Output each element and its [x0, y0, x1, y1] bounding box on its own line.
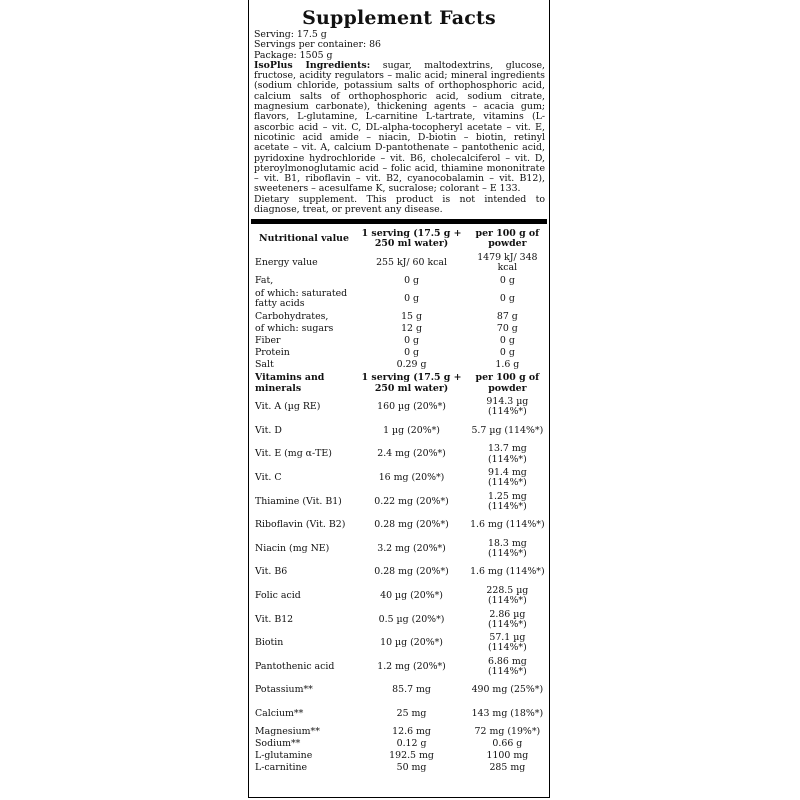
table-row	[249, 347, 549, 359]
table-row	[249, 443, 549, 467]
table-row	[249, 750, 549, 762]
product-info	[249, 30, 549, 215]
supplement-facts-label	[248, 0, 550, 798]
nutrient-name: Vit. B12	[255, 613, 294, 625]
nutrient-name: Protein	[255, 347, 290, 359]
per-serving-value: 0.22 mg (20%*)	[374, 495, 449, 507]
per-100g-value: 1479 kJ/ 348 kcal	[477, 251, 538, 274]
per-serving-value: 0 g	[404, 335, 420, 347]
table-row	[249, 490, 549, 514]
per-serving-value: 12 g	[401, 322, 422, 334]
per-100g-value: 228.5 µg (114%*)	[486, 584, 529, 607]
table-row	[249, 632, 549, 656]
per-serving-value: 255 kJ/ 60 kcal	[376, 256, 447, 268]
table-row	[249, 275, 549, 287]
nutrient-name: Fiber	[255, 335, 281, 347]
per-100g-value: 5.7 µg (114%*)	[471, 424, 544, 436]
table-row	[249, 679, 549, 703]
header-cell: per 100 g of powder	[475, 372, 540, 394]
package-size: Package: 1505 g	[254, 49, 333, 61]
nutrient-name: Magnesium**	[255, 725, 320, 737]
nutrient-name: Fat,	[255, 274, 274, 286]
table-row	[249, 335, 549, 347]
header-cell: per 100 g of powder	[475, 228, 540, 250]
servings-per-container: Servings per container: 86	[254, 39, 382, 51]
per-100g-value: 87 g	[496, 310, 518, 322]
nutrient-name: Pantothenic acid	[255, 660, 335, 672]
table-row	[249, 608, 549, 632]
table-row	[249, 726, 549, 738]
nutrition-header-row	[249, 227, 549, 251]
table-row	[249, 763, 549, 775]
table-row	[249, 251, 549, 275]
per-100g-value: 1100 mg	[486, 750, 529, 762]
per-100g-value: 1.6 g	[495, 359, 520, 371]
per-serving-value: 1.2 mg (20%*)	[377, 660, 446, 672]
nutrient-name: Vit. C	[255, 472, 282, 484]
table-row	[249, 396, 549, 420]
ingredients-list: sugar, maltodextrins, glucose, fructose, acidity regulators – malic acid; mineral ingredients (sodium chloride, potassium salts of orthophosphoric acid, calcium salts of orthophosphoric acid, sodium citrate, magnesium carbonate), thickening agents – acacia gum; flavors, L-glutamine, L-carnitine L-tartrate, vitamins (L-ascorbic acid – vit. C, DL-alpha-tocopheryl acetate – vit. E, nicotinic acid amide – niacin, D-biotin – biotin, retinyl acetate – vit. A, calcium D-pantothenate – pantothenic acid, pyridoxine hydrochloride – vit. B6, cholecalciferol – vit. D, pteroylmonoglutamic acid – folic acid, thiamine mononitrate – vit. B1, riboflavin – vit. B2, cyanocobalamin – vit. B12), sweeteners – acesulfame K, sucralose; colorant – E 133.	[254, 59, 546, 195]
table-row	[249, 466, 549, 490]
per-100g-value: 0 g	[499, 274, 515, 286]
disclaimer: Dietary supplement. This product is not intended to diagnose, treat, or prevent any disease.	[254, 193, 545, 216]
per-100g-value: 285 mg	[489, 762, 526, 774]
nutrient-name: Calcium**	[255, 708, 304, 720]
table-row	[249, 655, 549, 679]
per-100g-value: 57.1 µg (114%*)	[487, 632, 527, 654]
per-100g-value: 490 mg (25%*)	[471, 684, 544, 696]
per-100g-value: 1.6 mg (114%*)	[470, 519, 545, 531]
per-100g-value: 1.25 mg (114%*)	[487, 490, 527, 512]
nutrient-name: Folic acid	[255, 590, 301, 602]
nutrient-name: Vit. D	[255, 424, 282, 436]
per-serving-value: 25 mg	[396, 708, 427, 720]
per-100g-value: 0.66 g	[492, 738, 523, 750]
per-serving-value: 50 mg	[396, 762, 427, 774]
divider-rule	[251, 219, 547, 224]
per-serving-value: 0 g	[404, 274, 420, 286]
per-serving-value: 0 g	[404, 347, 420, 359]
nutrient-name: Vit. B6	[255, 566, 288, 578]
per-100g-value: 0 g	[499, 335, 515, 347]
per-serving-value: 0 g	[404, 292, 420, 304]
per-serving-value: 10 µg (20%*)	[380, 637, 443, 649]
per-100g-value: 1.6 mg (114%*)	[470, 566, 545, 578]
header-cell: Nutritional value	[259, 233, 349, 245]
nutrient-name: Sodium**	[255, 738, 301, 750]
table-row	[249, 359, 549, 371]
ingredients-text	[254, 61, 545, 195]
per-serving-value: 0.29 g	[396, 359, 427, 371]
nutrient-name: Carbohydrates,	[255, 310, 329, 322]
table-row	[249, 738, 549, 750]
per-serving-value: 1 µg (20%*)	[383, 424, 440, 436]
per-serving-value: 40 µg (20%*)	[380, 590, 443, 602]
per-serving-value: 2.4 mg (20%*)	[377, 448, 446, 460]
per-serving-value: 0.12 g	[396, 738, 427, 750]
nutrient-name: of which: saturated fatty acids	[255, 287, 348, 309]
nutrient-name: of which: sugars	[255, 322, 334, 334]
table-row	[249, 323, 549, 335]
per-serving-value: 15 g	[401, 310, 422, 322]
per-100g-value: 0 g	[499, 347, 515, 359]
per-serving-value: 0.28 mg (20%*)	[374, 566, 449, 578]
per-100g-value: 18.3 mg (114%*)	[487, 537, 527, 560]
serving-size: Serving: 17.5 g	[254, 29, 327, 40]
nutrition-table	[249, 227, 549, 774]
per-serving-value: 3.2 mg (20%*)	[377, 542, 446, 554]
table-row	[249, 584, 549, 608]
table-row	[249, 561, 549, 585]
per-100g-value: 914.3 µg (114%*)	[486, 396, 529, 418]
per-serving-value: 16 mg (20%*)	[378, 472, 445, 484]
per-100g-value: 72 mg (19%*)	[474, 725, 541, 737]
per-serving-value: 192.5 mg	[389, 750, 434, 762]
per-serving-value: 160 µg (20%*)	[377, 401, 446, 413]
nutrient-name: Potassium**	[255, 684, 313, 696]
label-title: Supplement Facts	[302, 7, 496, 29]
nutrient-name: Vit. A (µg RE)	[255, 401, 321, 413]
nutrient-name: Vit. E (mg α-TE)	[255, 448, 332, 460]
table-row	[249, 287, 549, 311]
per-serving-value: 12.6 mg	[392, 725, 431, 737]
per-100g-value: 6.86 mg (114%*)	[487, 655, 527, 677]
per-100g-value: 70 g	[496, 322, 518, 334]
nutrient-name: L-carnitine	[255, 762, 308, 774]
nutrient-name: Riboflavin (Vit. B2)	[255, 519, 346, 531]
nutrient-name: Biotin	[255, 637, 284, 649]
nutrient-name: Thiamine (Vit. B1)	[255, 495, 342, 507]
nutrient-name: Energy value	[255, 256, 318, 268]
per-serving-value: 0.5 µg (20%*)	[378, 613, 445, 625]
nutrient-name: Salt	[255, 359, 274, 371]
header-cell: 1 serving (17.5 g + 250 ml water)	[361, 228, 462, 250]
per-100g-value: 2.86 µg (114%*)	[487, 608, 527, 630]
table-row	[249, 702, 549, 726]
per-100g-value: 91.4 mg (114%*)	[487, 466, 527, 489]
per-serving-value: 0.28 mg (20%*)	[374, 519, 449, 531]
nutrient-name: L-glutamine	[255, 750, 313, 762]
table-row	[249, 311, 549, 323]
per-100g-value: 0 g	[499, 292, 515, 304]
per-100g-value: 143 mg (18%*)	[471, 708, 544, 720]
table-row	[249, 419, 549, 443]
table-row	[249, 537, 549, 561]
ingredients-label: IsoPlus Ingredients:	[254, 59, 371, 71]
per-serving-value: 85.7 mg	[392, 684, 431, 696]
vitamins-header-row	[249, 372, 549, 396]
header-cell: Vitamins and minerals	[255, 372, 325, 394]
per-100g-value: 13.7 mg (114%*)	[487, 443, 527, 465]
header-cell: 1 serving (17.5 g + 250 ml water)	[361, 372, 462, 394]
table-row	[249, 514, 549, 538]
nutrient-name: Niacin (mg NE)	[255, 542, 330, 554]
